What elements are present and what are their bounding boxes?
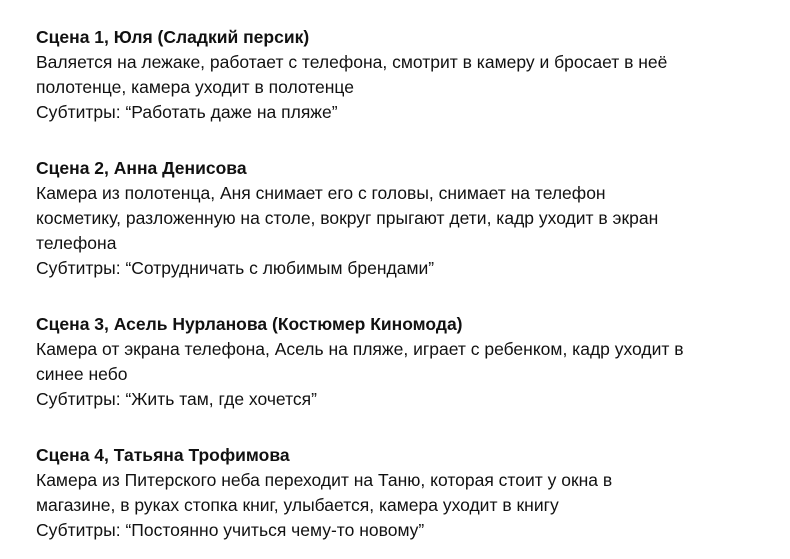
scene-subtitles: Субтитры: “Жить там, где хочется”	[36, 389, 317, 409]
scene-description-line: косметику, разложенную на столе, вокруг прыгают дети, кадр уходит в экран	[36, 208, 659, 228]
scene-1	[36, 25, 776, 125]
scene-subtitles: Субтитры: “Сотрудничать с любимым брендами”	[36, 258, 435, 278]
scene-description-line: Валяется на лежаке, работает с телефона, смотрит в камеру и бросает в неё	[36, 52, 668, 72]
scene-subtitles: Субтитры: “Работать даже на пляже”	[36, 102, 338, 122]
scene-2	[36, 156, 776, 281]
scene-title: Сцена 4, Татьяна Трофимова	[36, 445, 290, 465]
scene-description-line: Камера из Питерского неба переходит на Таню, которая стоит у окна в	[36, 470, 613, 490]
scene-4	[36, 443, 776, 543]
scene-title: Сцена 3, Асель Нурланова (Костюмер Киномода)	[36, 314, 463, 334]
scene-3	[36, 312, 776, 412]
scene-subtitles: Субтитры: “Постоянно учиться чему-то новому”	[36, 520, 425, 540]
scene-title: Сцена 2, Анна Денисова	[36, 158, 247, 178]
scene-description-line: магазине, в руках стопка книг, улыбается, камера уходит в книгу	[36, 495, 559, 515]
scene-title: Сцена 1, Юля (Сладкий персик)	[36, 27, 310, 47]
scene-description-line: синее небо	[36, 364, 128, 384]
scene-description-line: телефона	[36, 233, 117, 253]
scene-description-line: Камера из полотенца, Аня снимает его с головы, снимает на телефон	[36, 183, 606, 203]
scene-description-line: полотенце, камера уходит в полотенце	[36, 77, 354, 97]
document-body	[36, 25, 776, 543]
scene-description-line: Камера от экрана телефона, Асель на пляже, играет с ребенком, кадр уходит в	[36, 339, 684, 359]
